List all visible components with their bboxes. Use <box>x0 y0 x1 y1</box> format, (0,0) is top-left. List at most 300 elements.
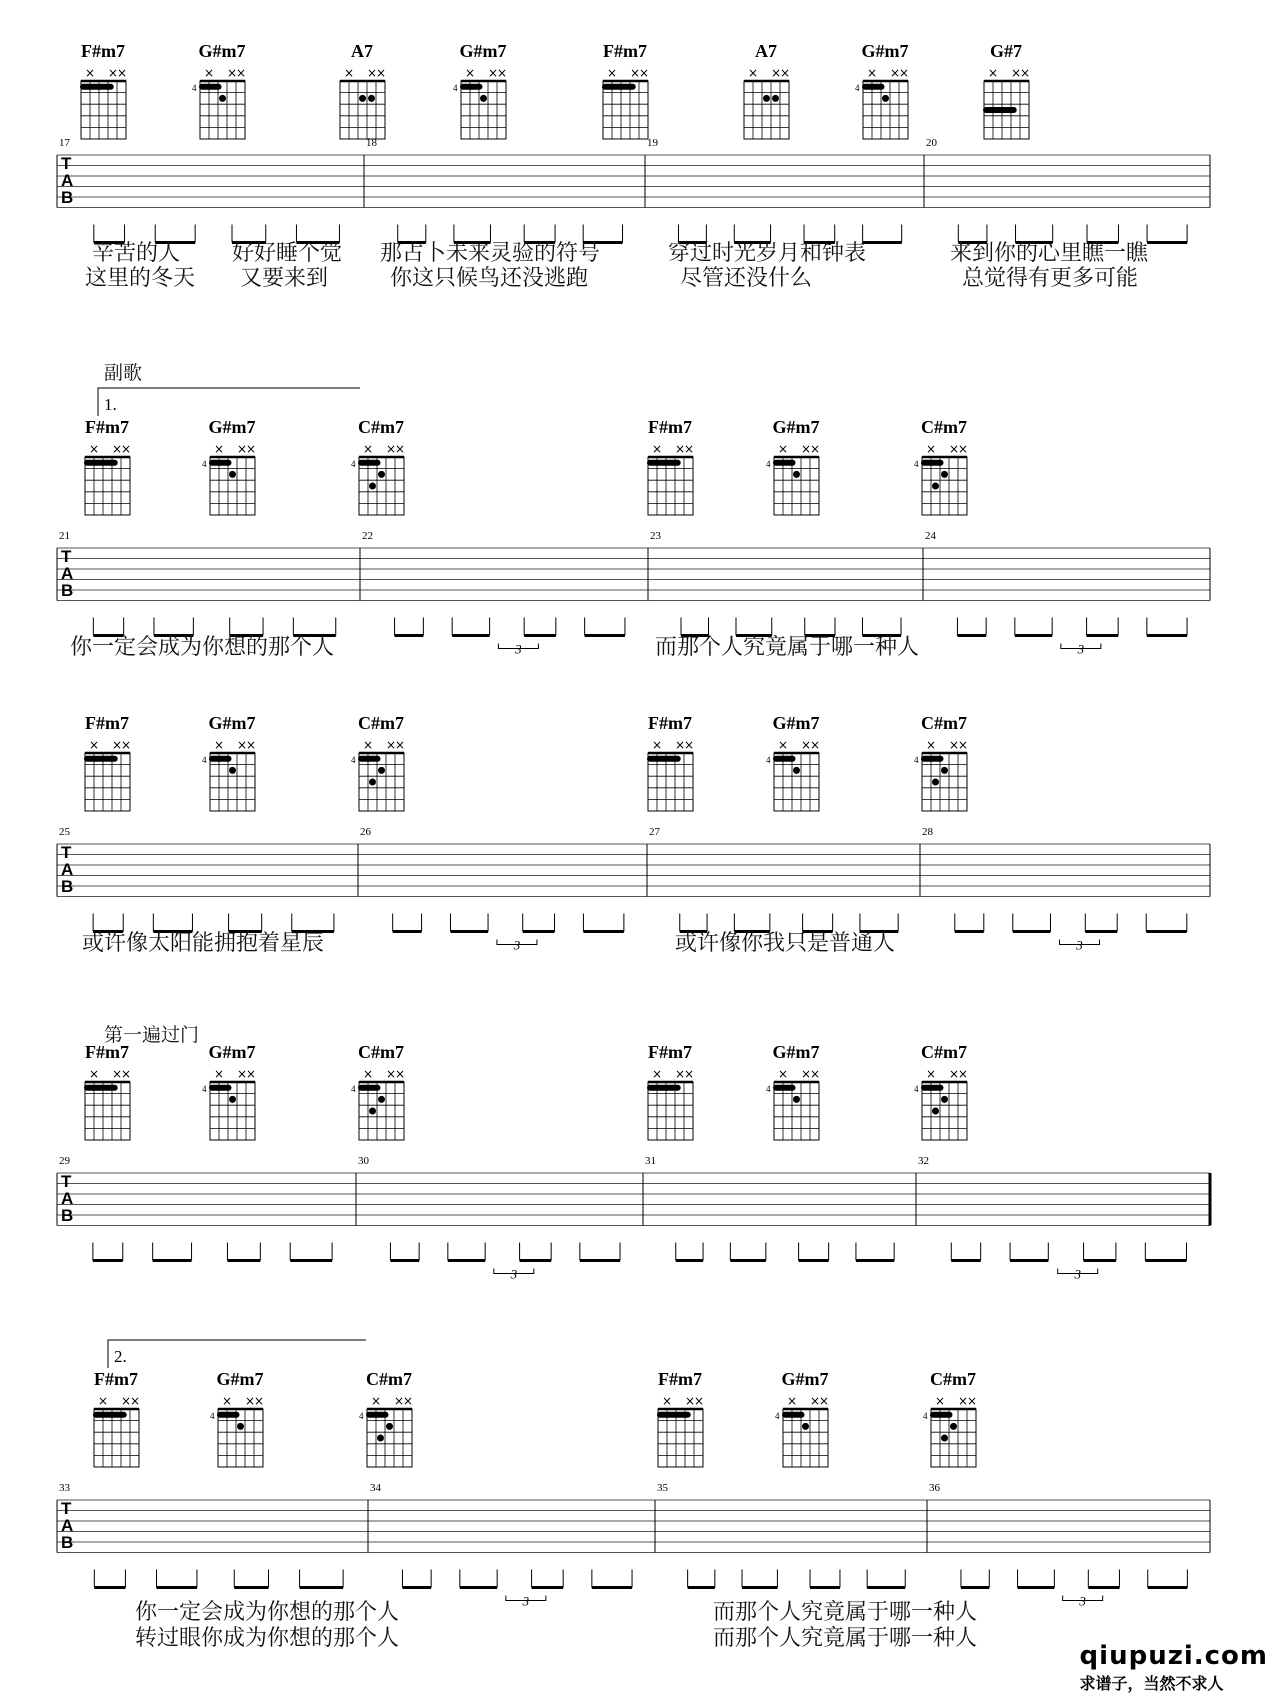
chord-barre <box>217 1412 240 1418</box>
chord-fret-marker: 4 <box>923 1411 928 1421</box>
chord-barre <box>921 756 944 762</box>
tab-letter-t: T <box>61 1172 72 1191</box>
chord-mute-mark: × <box>107 66 119 80</box>
chord-name: C#m7 <box>358 417 404 437</box>
chord-barre <box>93 1412 127 1418</box>
measure-number: 33 <box>59 1482 70 1494</box>
chord-mute-mark: × <box>948 738 960 752</box>
chord-mute-mark: × <box>402 1394 414 1408</box>
chord-diagram <box>84 442 131 515</box>
chord-diagram <box>340 66 386 139</box>
lyric-line-2: 又要来到 <box>240 266 329 291</box>
chord-mute-mark: × <box>866 66 878 80</box>
section-label: 副歌 <box>104 362 143 384</box>
chord-mute-mark: × <box>948 1067 960 1081</box>
chord-diagram <box>914 442 968 515</box>
chord-diagram <box>647 1067 694 1140</box>
chord-name: G#m7 <box>459 41 507 61</box>
chord-mute-mark: × <box>244 1394 256 1408</box>
chord-mute-mark: × <box>394 738 406 752</box>
chord-mute-mark: × <box>606 66 618 80</box>
chord-fret-marker: 4 <box>914 459 919 469</box>
chord-diagram <box>202 738 256 811</box>
chord-barre <box>647 1085 681 1091</box>
chord-fret-marker: 4 <box>766 1084 771 1094</box>
measure-number: 35 <box>657 1482 668 1494</box>
chord-mute-mark: × <box>684 1394 696 1408</box>
chord-fret-marker: 4 <box>453 83 458 93</box>
chord-diagram <box>914 738 968 811</box>
chord-barre <box>199 84 222 90</box>
chord-diagram <box>914 1067 968 1140</box>
chord-barre <box>921 460 944 466</box>
chord-fret-marker: 4 <box>775 1411 780 1421</box>
triplet-label: 3 <box>1074 1266 1081 1282</box>
chord-name: G#m7 <box>208 713 256 733</box>
chord-barre <box>80 84 114 90</box>
chord-mute-mark: × <box>120 738 132 752</box>
chord-diagram <box>766 1067 820 1140</box>
chord-barre <box>84 756 118 762</box>
chord-dot <box>793 767 800 774</box>
chord-mute-mark: × <box>629 66 641 80</box>
chord-name: F#m7 <box>648 713 692 733</box>
triplet-label: 3 <box>515 641 522 657</box>
chord-mute-mark: × <box>487 66 499 80</box>
chord-mute-mark: × <box>236 738 248 752</box>
chord-diagram <box>84 738 131 811</box>
chord-dot <box>480 95 487 102</box>
measure-number: 28 <box>922 826 933 838</box>
chord-diagram <box>202 1067 256 1140</box>
chord-diagram <box>602 66 649 139</box>
chord-mute-mark: × <box>393 1394 405 1408</box>
site-name: qiupuzi.com <box>1079 1641 1268 1671</box>
chord-name: A7 <box>351 41 373 61</box>
chord-name: C#m7 <box>921 1042 967 1062</box>
chord-fret-marker: 4 <box>855 83 860 93</box>
chord-dot <box>369 779 376 786</box>
lyric-line-1: 你一定会成为你想的那个人 <box>70 635 335 660</box>
chord-mute-mark: × <box>957 738 969 752</box>
chord-dot <box>941 471 948 478</box>
chord-fret-marker: 4 <box>202 459 207 469</box>
tab-letter-b: B <box>61 581 74 600</box>
chord-dot <box>772 95 779 102</box>
lyric-line-1: 穿过时光岁月和钟表 <box>668 241 867 266</box>
chord-barre <box>366 1412 389 1418</box>
chord-mute-mark: × <box>213 738 225 752</box>
chord-fret-marker: 4 <box>192 83 197 93</box>
chord-barre <box>647 460 681 466</box>
chord-mute-mark: × <box>934 1394 946 1408</box>
tab-letter-a: A <box>61 564 74 583</box>
measure-number: 29 <box>59 1155 70 1167</box>
chord-barre <box>209 756 232 762</box>
measure-number: 31 <box>645 1155 656 1167</box>
chord-fret-marker: 4 <box>210 1411 215 1421</box>
chord-grid <box>340 81 385 139</box>
measure-number: 30 <box>358 1155 369 1167</box>
chord-mute-mark: × <box>362 738 374 752</box>
lyric-line-1: 或许像太阳能拥抱着星辰 <box>82 931 325 956</box>
chord-grid <box>744 81 789 139</box>
chord-diagram <box>351 442 405 515</box>
tab-letter-b: B <box>61 1533 74 1552</box>
tab-letter-t: T <box>61 154 72 173</box>
lyric-line-1: 而那个人究竟属于哪一种人 <box>655 635 920 660</box>
chord-barre <box>84 1085 118 1091</box>
chord-mute-mark: × <box>1010 66 1022 80</box>
chord-name: C#m7 <box>921 713 967 733</box>
chord-barre <box>602 84 636 90</box>
chord-dot <box>369 1108 376 1115</box>
lyric-line-1: 那占卜未来灵验的符号 <box>380 241 601 266</box>
chord-mute-mark: × <box>674 442 686 456</box>
chord-mute-mark: × <box>777 442 789 456</box>
chord-mute-mark: × <box>683 1067 695 1081</box>
chord-mute-mark: × <box>987 66 999 80</box>
chord-name: F#m7 <box>603 41 647 61</box>
measure-number: 23 <box>650 530 661 542</box>
volta-bracket <box>98 388 360 416</box>
chord-mute-mark: × <box>116 66 128 80</box>
chord-mute-mark: × <box>385 1067 397 1081</box>
chord-name: G#m7 <box>216 1369 264 1389</box>
measure-number: 21 <box>59 530 70 542</box>
chord-name: F#m7 <box>85 1042 129 1062</box>
chord-mute-mark: × <box>957 442 969 456</box>
chord-mute-mark: × <box>88 442 100 456</box>
measure-number: 25 <box>59 826 70 838</box>
measure-number: 17 <box>59 137 70 149</box>
chord-mute-mark: × <box>809 442 821 456</box>
chord-fret-marker: 4 <box>202 1084 207 1094</box>
chord-diagram <box>351 1067 405 1140</box>
chord-mute-mark: × <box>747 66 759 80</box>
chord-fret-marker: 4 <box>914 755 919 765</box>
chord-mute-mark: × <box>800 738 812 752</box>
chord-mute-mark: × <box>97 1394 109 1408</box>
chord-mute-mark: × <box>366 66 378 80</box>
lyric-line-2: 你这只候鸟还没逃跑 <box>390 266 589 291</box>
chord-mute-mark: × <box>966 1394 978 1408</box>
chord-mute-mark: × <box>394 1067 406 1081</box>
triplet-label: 3 <box>522 1593 530 1609</box>
chord-mute-mark: × <box>889 66 901 80</box>
chord-barre <box>657 1412 691 1418</box>
chord-name: A7 <box>755 41 777 61</box>
chord-mute-mark: × <box>800 1067 812 1081</box>
lyric-line-1: 或许像你我只是普通人 <box>675 931 896 956</box>
chord-mute-mark: × <box>88 738 100 752</box>
chord-name: F#m7 <box>648 417 692 437</box>
measure-number: 18 <box>366 137 377 149</box>
chord-dot <box>219 95 226 102</box>
chord-dot <box>932 483 939 490</box>
measure-number: 34 <box>370 1482 381 1494</box>
chord-fret-marker: 4 <box>914 1084 919 1094</box>
chord-mute-mark: × <box>496 66 508 80</box>
triplet-label: 3 <box>513 937 521 953</box>
measure-number: 32 <box>918 1155 929 1167</box>
chord-dot <box>378 471 385 478</box>
chord-barre <box>84 460 118 466</box>
chord-mute-mark: × <box>362 442 374 456</box>
chord-name: G#m7 <box>861 41 909 61</box>
volta-number: 2. <box>114 1347 127 1366</box>
chord-mute-mark: × <box>651 442 663 456</box>
triplet-label: 3 <box>1079 1593 1086 1609</box>
chord-mute-mark: × <box>683 442 695 456</box>
chord-mute-mark: × <box>786 1394 798 1408</box>
chord-mute-mark: × <box>362 1067 374 1081</box>
chord-mute-mark: × <box>809 1394 821 1408</box>
chord-mute-mark: × <box>385 738 397 752</box>
chord-fret-marker: 4 <box>351 755 356 765</box>
chord-diagram <box>657 1394 704 1467</box>
chord-fret-marker: 4 <box>351 1084 356 1094</box>
chord-dot <box>359 95 366 102</box>
chord-mute-mark: × <box>770 66 782 80</box>
chord-mute-mark: × <box>111 738 123 752</box>
volta-number: 1. <box>104 395 117 414</box>
chord-mute-mark: × <box>779 66 791 80</box>
chord-diagram <box>80 66 127 139</box>
chord-name: C#m7 <box>358 713 404 733</box>
chord-mute-mark: × <box>245 442 257 456</box>
chord-diagram <box>84 1067 131 1140</box>
chord-mute-mark: × <box>651 738 663 752</box>
chord-barre <box>921 1085 944 1091</box>
triplet-label: 3 <box>1076 937 1083 953</box>
chord-fret-marker: 4 <box>359 1411 364 1421</box>
chord-name: G#m7 <box>208 417 256 437</box>
chord-diagram <box>359 1394 413 1467</box>
tab-letter-t: T <box>61 1499 72 1518</box>
measure-number: 27 <box>649 826 660 838</box>
tab-letter-a: A <box>61 860 74 879</box>
chord-name: F#m7 <box>81 41 125 61</box>
chord-mute-mark: × <box>818 1394 830 1408</box>
measure-number: 24 <box>925 530 936 542</box>
chord-mute-mark: × <box>385 442 397 456</box>
tab-letter-t: T <box>61 547 72 566</box>
chord-dot <box>378 1096 385 1103</box>
chord-dot <box>932 779 939 786</box>
measure-number: 19 <box>647 137 658 149</box>
chord-barre <box>930 1412 953 1418</box>
chord-mute-mark: × <box>120 1067 132 1081</box>
site-slogan: 求谱子，当然不求人 <box>1079 1674 1224 1693</box>
chord-diagram <box>647 442 694 515</box>
lyric-line-2: 而那个人究竟属于哪一种人 <box>713 1626 978 1651</box>
lyric-line-2: 这里的冬天 <box>85 266 196 291</box>
chord-diagram <box>192 66 246 139</box>
chord-dot <box>941 1435 948 1442</box>
chord-diagram <box>923 1394 977 1467</box>
section-label: 第一遍过门 <box>104 1024 200 1046</box>
chord-mute-mark: × <box>226 66 238 80</box>
chord-fret-marker: 4 <box>202 755 207 765</box>
chord-dot <box>377 1435 384 1442</box>
chord-mute-mark: × <box>925 1067 937 1081</box>
chord-diagram <box>93 1394 140 1467</box>
chord-name: F#m7 <box>85 713 129 733</box>
chord-mute-mark: × <box>674 1067 686 1081</box>
chord-mute-mark: × <box>809 1067 821 1081</box>
chord-mute-mark: × <box>957 1394 969 1408</box>
chord-dot <box>793 1096 800 1103</box>
chord-dot <box>229 1096 236 1103</box>
chord-diagram <box>202 442 256 515</box>
chord-mute-mark: × <box>111 1067 123 1081</box>
chord-dot <box>386 1423 393 1430</box>
chord-mute-mark: × <box>464 66 476 80</box>
chord-dot <box>941 1096 948 1103</box>
chord-name: C#m7 <box>930 1369 976 1389</box>
chord-mute-mark: × <box>957 1067 969 1081</box>
chord-mute-mark: × <box>236 1067 248 1081</box>
chord-dot <box>882 95 889 102</box>
chord-mute-mark: × <box>809 738 821 752</box>
chord-dot <box>368 95 375 102</box>
chord-barre <box>862 84 885 90</box>
triplet-label: 3 <box>1077 641 1085 657</box>
chord-barre <box>460 84 483 90</box>
chord-name: G#m7 <box>772 713 820 733</box>
chord-mute-mark: × <box>213 442 225 456</box>
tab-letter-b: B <box>61 877 74 896</box>
chord-mute-mark: × <box>638 66 650 80</box>
chord-mute-mark: × <box>245 738 257 752</box>
chord-mute-mark: × <box>111 442 123 456</box>
chord-dot <box>378 767 385 774</box>
chord-mute-mark: × <box>88 1067 100 1081</box>
chord-barre <box>782 1412 805 1418</box>
tab-letter-b: B <box>61 1206 74 1225</box>
chord-diagram <box>351 738 405 811</box>
measure-number: 22 <box>362 530 373 542</box>
chord-barre <box>647 756 681 762</box>
lyric-line-1: 来到你的心里瞧一瞧 <box>950 241 1149 266</box>
chord-dot <box>763 95 770 102</box>
lyric-line-2: 总觉得有更多可能 <box>962 266 1139 291</box>
tab-letter-t: T <box>61 843 72 862</box>
chord-mute-mark: × <box>235 66 247 80</box>
chord-mute-mark: × <box>203 66 215 80</box>
chord-fret-marker: 4 <box>766 755 771 765</box>
chord-barre <box>358 1085 381 1091</box>
chord-name: G#7 <box>989 41 1023 61</box>
chord-mute-mark: × <box>777 738 789 752</box>
chord-diagram <box>983 66 1030 139</box>
chord-mute-mark: × <box>948 442 960 456</box>
measure-number: 36 <box>929 1482 940 1494</box>
chord-barre <box>358 460 381 466</box>
lyric-line-1: 你一定会成为你想的那个人 <box>135 1600 400 1625</box>
chord-mute-mark: × <box>777 1067 789 1081</box>
chord-mute-mark: × <box>651 1067 663 1081</box>
chord-diagram <box>453 66 507 139</box>
chord-mute-mark: × <box>693 1394 705 1408</box>
chord-dot <box>941 767 948 774</box>
chord-name: G#m7 <box>198 41 246 61</box>
tab-letter-a: A <box>61 1516 74 1535</box>
volta-bracket <box>108 1340 366 1368</box>
chord-diagram <box>210 1394 264 1467</box>
chord-name: F#m7 <box>658 1369 702 1389</box>
chord-name: C#m7 <box>921 417 967 437</box>
chord-mute-mark: × <box>925 442 937 456</box>
chord-dot <box>229 767 236 774</box>
chord-mute-mark: × <box>120 1394 132 1408</box>
chord-fret-marker: 4 <box>351 459 356 469</box>
chord-mute-mark: × <box>661 1394 673 1408</box>
chord-mute-mark: × <box>84 66 96 80</box>
chord-name: F#m7 <box>648 1042 692 1062</box>
chord-mute-mark: × <box>898 66 910 80</box>
chord-barre <box>983 107 1017 113</box>
chord-barre <box>358 756 381 762</box>
chord-mute-mark: × <box>120 442 132 456</box>
lyric-line-1: 辛苦的人 <box>92 241 181 266</box>
lyric-line-1: 好好睡个觉 <box>232 241 343 266</box>
triplet-label: 3 <box>510 1266 518 1282</box>
chord-mute-mark: × <box>221 1394 233 1408</box>
chord-mute-mark: × <box>236 442 248 456</box>
chord-dot <box>932 1108 939 1115</box>
chord-mute-mark: × <box>683 738 695 752</box>
tab-letter-a: A <box>61 1189 74 1208</box>
chord-mute-mark: × <box>129 1394 141 1408</box>
chord-name: C#m7 <box>366 1369 412 1389</box>
chord-mute-mark: × <box>370 1394 382 1408</box>
chord-dot <box>237 1423 244 1430</box>
chord-barre <box>773 1085 796 1091</box>
chord-name: G#m7 <box>772 1042 820 1062</box>
lyric-line-1: 而那个人究竟属于哪一种人 <box>713 1600 978 1625</box>
chord-name: C#m7 <box>358 1042 404 1062</box>
chord-mute-mark: × <box>394 442 406 456</box>
chord-mute-mark: × <box>253 1394 265 1408</box>
lyric-line-2: 尽管还没什么 <box>680 266 813 291</box>
chord-diagram <box>744 66 790 139</box>
chord-barre <box>773 756 796 762</box>
site-footer <box>1080 1641 1268 1694</box>
chord-dot <box>802 1423 809 1430</box>
chord-name: G#m7 <box>772 417 820 437</box>
chord-mute-mark: × <box>343 66 355 80</box>
chord-name: F#m7 <box>94 1369 138 1389</box>
tab-letter-a: A <box>61 171 74 190</box>
chord-mute-mark: × <box>245 1067 257 1081</box>
chord-mute-mark: × <box>213 1067 225 1081</box>
chord-name: G#m7 <box>781 1369 829 1389</box>
chord-barre <box>773 460 796 466</box>
chord-barre <box>209 460 232 466</box>
chord-mute-mark: × <box>1019 66 1031 80</box>
chord-mute-mark: × <box>674 738 686 752</box>
chord-barre <box>209 1085 232 1091</box>
tab-letter-b: B <box>61 188 74 207</box>
chord-dot <box>369 483 376 490</box>
chord-mute-mark: × <box>375 66 387 80</box>
chord-diagram <box>766 442 820 515</box>
chord-diagram <box>647 738 694 811</box>
chord-diagram <box>766 738 820 811</box>
chord-fret-marker: 4 <box>766 459 771 469</box>
